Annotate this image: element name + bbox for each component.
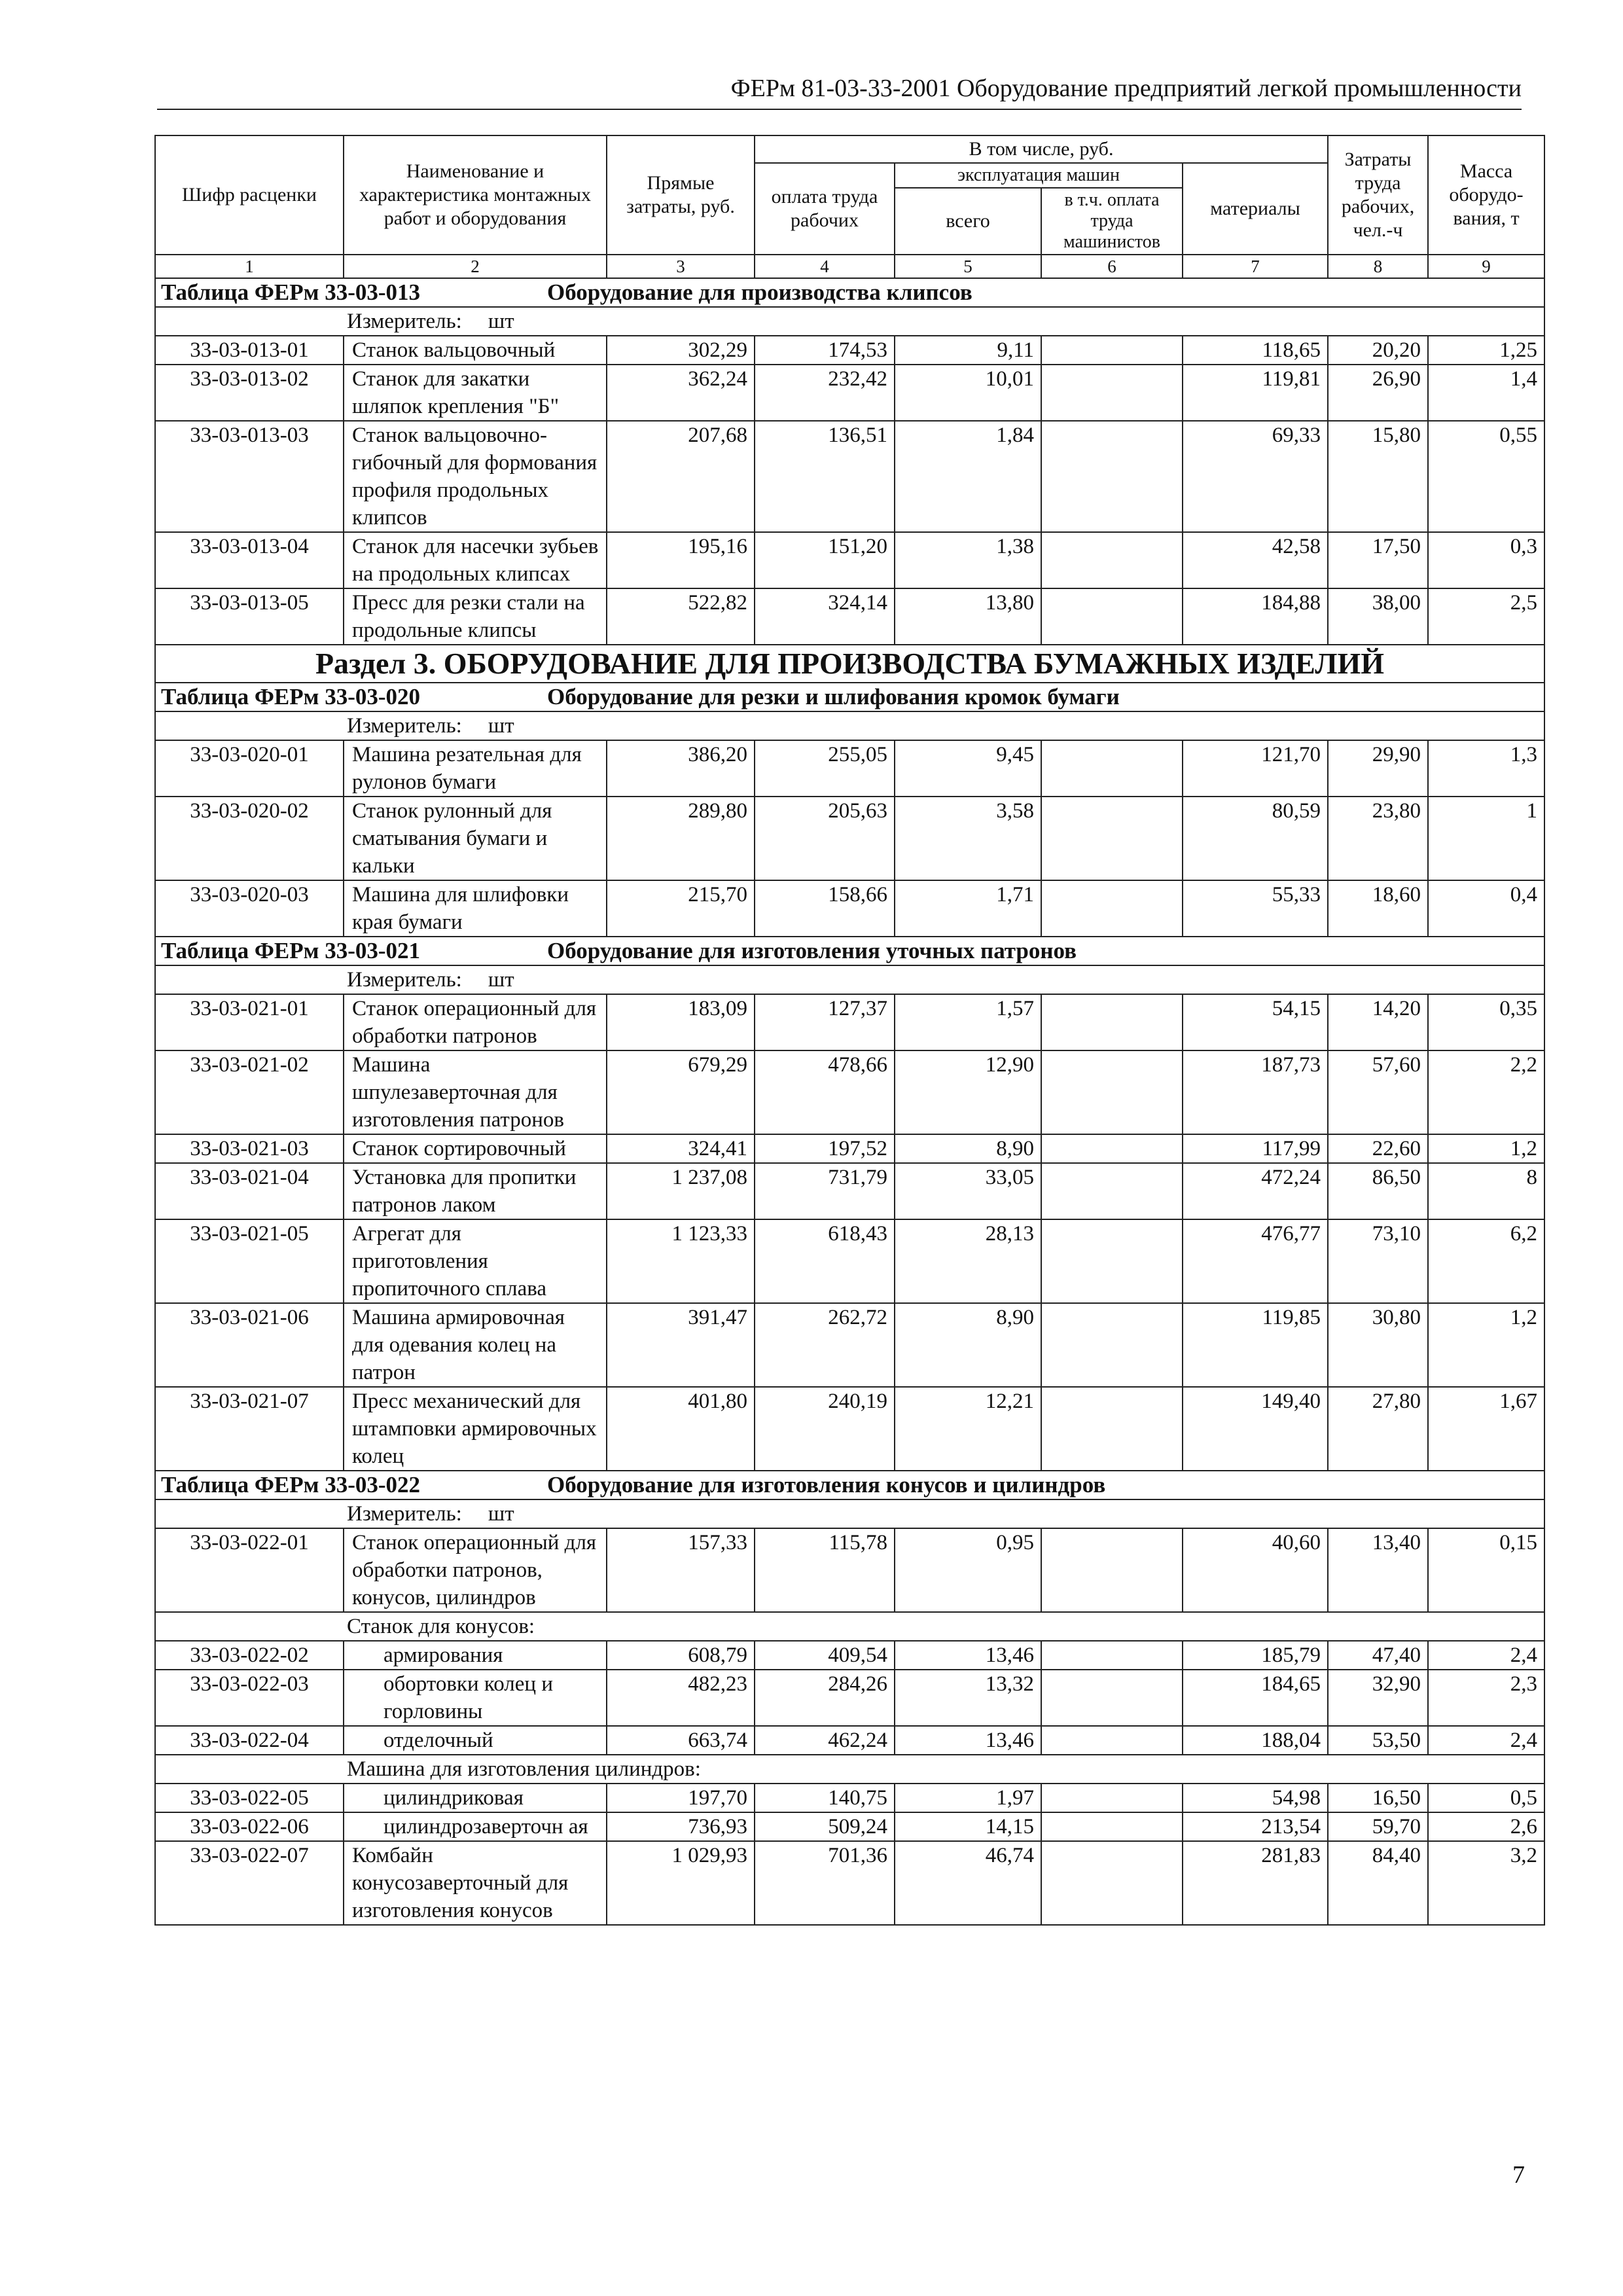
equipment-name: Машина шпулезаверточная для изготовления патронов xyxy=(344,1050,607,1134)
machinist-wages xyxy=(1041,1641,1183,1670)
materials: 54,15 xyxy=(1183,994,1328,1050)
group-label: Станок для конусов: xyxy=(155,1612,1544,1641)
table-row xyxy=(155,797,1544,880)
direct-costs: 302,29 xyxy=(607,336,755,365)
table-row xyxy=(155,1726,1544,1755)
table-row xyxy=(155,532,1544,588)
direct-costs: 679,29 xyxy=(607,1050,755,1134)
machine-costs: 13,80 xyxy=(895,588,1041,645)
table-heading: Оборудование для изготовления уточных патронов xyxy=(547,938,1077,963)
machine-costs: 1,71 xyxy=(895,880,1041,937)
table-row xyxy=(155,1670,1544,1726)
machinist-wages xyxy=(1041,1784,1183,1812)
machinist-wages xyxy=(1041,1841,1183,1925)
direct-costs: 215,70 xyxy=(607,880,755,937)
materials: 119,81 xyxy=(1183,365,1328,421)
worker-wages: 151,20 xyxy=(755,532,895,588)
rate-code: 33-03-013-01 xyxy=(155,336,344,365)
worker-wages: 205,63 xyxy=(755,797,895,880)
equipment-mass: 1,67 xyxy=(1428,1387,1544,1471)
col-header-machinist-wages: в т.ч. оплата труда машинистов xyxy=(1041,188,1183,255)
table-row xyxy=(155,1219,1544,1303)
machinist-wages xyxy=(1041,1812,1183,1841)
col-number: 7 xyxy=(1183,255,1328,278)
col-number: 5 xyxy=(895,255,1041,278)
rate-code: 33-03-020-01 xyxy=(155,740,344,797)
materials: 188,04 xyxy=(1183,1726,1328,1755)
table-body xyxy=(155,278,1544,1925)
col-header-direct: Прямые затраты, руб. xyxy=(607,135,755,255)
rate-code: 33-03-021-05 xyxy=(155,1219,344,1303)
direct-costs: 482,23 xyxy=(607,1670,755,1726)
table-row xyxy=(155,880,1544,937)
rate-code: 33-03-020-02 xyxy=(155,797,344,880)
materials: 472,24 xyxy=(1183,1163,1328,1219)
worker-wages: 140,75 xyxy=(755,1784,895,1812)
table-title-row xyxy=(155,937,1544,965)
machinist-wages xyxy=(1041,1134,1183,1163)
machinist-wages xyxy=(1041,1387,1183,1471)
equipment-name: цилиндриковая xyxy=(344,1784,607,1812)
equipment-mass: 2,6 xyxy=(1428,1812,1544,1841)
machinist-wages xyxy=(1041,1726,1183,1755)
labor-hours: 38,00 xyxy=(1328,588,1428,645)
table-row xyxy=(155,588,1544,645)
measure-unit: шт xyxy=(488,714,514,738)
equipment-mass: 1,25 xyxy=(1428,336,1544,365)
rate-code: 33-03-022-02 xyxy=(155,1641,344,1670)
labor-hours: 13,40 xyxy=(1328,1528,1428,1612)
worker-wages: 462,24 xyxy=(755,1726,895,1755)
machinist-wages xyxy=(1041,1670,1183,1726)
direct-costs: 207,68 xyxy=(607,421,755,532)
labor-hours: 59,70 xyxy=(1328,1812,1428,1841)
machine-costs: 10,01 xyxy=(895,365,1041,421)
labor-hours: 84,40 xyxy=(1328,1841,1428,1925)
worker-wages: 284,26 xyxy=(755,1670,895,1726)
col-header-materials: материалы xyxy=(1183,163,1328,255)
direct-costs: 522,82 xyxy=(607,588,755,645)
machinist-wages xyxy=(1041,421,1183,532)
labor-hours: 14,20 xyxy=(1328,994,1428,1050)
rate-code: 33-03-013-04 xyxy=(155,532,344,588)
measure-row xyxy=(155,965,1544,994)
measure-cell xyxy=(155,307,1544,336)
materials: 40,60 xyxy=(1183,1528,1328,1612)
equipment-mass: 2,2 xyxy=(1428,1050,1544,1134)
direct-costs: 195,16 xyxy=(607,532,755,588)
rate-code: 33-03-021-07 xyxy=(155,1387,344,1471)
direct-costs: 391,47 xyxy=(607,1303,755,1387)
col-number: 1 xyxy=(155,255,344,278)
equipment-name: Станок для насечки зубьев на продольных клипсах xyxy=(344,532,607,588)
equipment-mass: 6,2 xyxy=(1428,1219,1544,1303)
labor-hours: 32,90 xyxy=(1328,1670,1428,1726)
table-row xyxy=(155,1387,1544,1471)
table-title xyxy=(155,937,1544,965)
machine-costs: 8,90 xyxy=(895,1134,1041,1163)
measure-unit: шт xyxy=(488,968,514,992)
section-title-row xyxy=(155,645,1544,683)
equipment-mass: 2,5 xyxy=(1428,588,1544,645)
machine-costs: 12,21 xyxy=(895,1387,1041,1471)
labor-hours: 27,80 xyxy=(1328,1387,1428,1471)
equipment-mass: 0,3 xyxy=(1428,532,1544,588)
col-header-wages: оплата труда рабочих xyxy=(755,163,895,255)
materials: 80,59 xyxy=(1183,797,1328,880)
group-label: Машина для изготовления цилиндров: xyxy=(155,1755,1544,1784)
labor-hours: 20,20 xyxy=(1328,336,1428,365)
measure-label: Измеритель: xyxy=(347,310,462,333)
table-row xyxy=(155,1303,1544,1387)
direct-costs: 289,80 xyxy=(607,797,755,880)
equipment-name: армирования xyxy=(344,1641,607,1670)
table-row xyxy=(155,365,1544,421)
col-header-mass: Масса оборудо-вания, т xyxy=(1428,135,1544,255)
table-label: Таблица ФЕРм 33-03-022 xyxy=(161,1472,421,1498)
materials: 117,99 xyxy=(1183,1134,1328,1163)
equipment-mass: 1,3 xyxy=(1428,740,1544,797)
rate-code: 33-03-022-03 xyxy=(155,1670,344,1726)
measure-cell xyxy=(155,965,1544,994)
table-row xyxy=(155,336,1544,365)
labor-hours: 22,60 xyxy=(1328,1134,1428,1163)
equipment-mass: 8 xyxy=(1428,1163,1544,1219)
table-row xyxy=(155,994,1544,1050)
direct-costs: 157,33 xyxy=(607,1528,755,1612)
equipment-name: Станок операционный для обработки патронов, конусов, цилиндров xyxy=(344,1528,607,1612)
machine-costs: 12,90 xyxy=(895,1050,1041,1134)
equipment-name: цилиндрозаверточн ая xyxy=(344,1812,607,1841)
table-row xyxy=(155,1812,1544,1841)
machine-costs: 33,05 xyxy=(895,1163,1041,1219)
group-row xyxy=(155,1755,1544,1784)
rate-code: 33-03-021-06 xyxy=(155,1303,344,1387)
materials: 281,83 xyxy=(1183,1841,1328,1925)
direct-costs: 663,74 xyxy=(607,1726,755,1755)
table-title xyxy=(155,1471,1544,1499)
materials: 184,65 xyxy=(1183,1670,1328,1726)
measure-unit: шт xyxy=(488,310,514,333)
col-number: 3 xyxy=(607,255,755,278)
measure-label: Измеритель: xyxy=(347,714,462,738)
equipment-name: Агрегат для приготовления пропиточного сплава xyxy=(344,1219,607,1303)
worker-wages: 509,24 xyxy=(755,1812,895,1841)
rate-code: 33-03-022-04 xyxy=(155,1726,344,1755)
machinist-wages xyxy=(1041,1050,1183,1134)
direct-costs: 362,24 xyxy=(607,365,755,421)
equipment-mass: 1,2 xyxy=(1428,1303,1544,1387)
table-title-row xyxy=(155,683,1544,711)
rate-code: 33-03-013-05 xyxy=(155,588,344,645)
table-row xyxy=(155,1163,1544,1219)
measure-label: Измеритель: xyxy=(347,968,462,992)
machinist-wages xyxy=(1041,797,1183,880)
table-title-row xyxy=(155,278,1544,307)
machinist-wages xyxy=(1041,1219,1183,1303)
table-heading: Оборудование для резки и шлифования кромок бумаги xyxy=(547,684,1120,709)
col-number: 6 xyxy=(1041,255,1183,278)
table-heading: Оборудование для изготовления конусов и цилиндров xyxy=(547,1472,1106,1498)
measure-cell xyxy=(155,711,1544,740)
measure-label: Измеритель: xyxy=(347,1502,462,1526)
labor-hours: 53,50 xyxy=(1328,1726,1428,1755)
direct-costs: 1 029,93 xyxy=(607,1841,755,1925)
table-head xyxy=(155,135,1544,278)
direct-costs: 1 123,33 xyxy=(607,1219,755,1303)
rate-code: 33-03-021-03 xyxy=(155,1134,344,1163)
machinist-wages xyxy=(1041,1163,1183,1219)
rate-code: 33-03-021-02 xyxy=(155,1050,344,1134)
direct-costs: 183,09 xyxy=(607,994,755,1050)
rate-code: 33-03-020-03 xyxy=(155,880,344,937)
rate-code: 33-03-021-04 xyxy=(155,1163,344,1219)
rate-code: 33-03-022-06 xyxy=(155,1812,344,1841)
table-row xyxy=(155,1528,1544,1612)
equipment-name: Машина для шлифовки края бумаги xyxy=(344,880,607,937)
equipment-name: Станок сортировочный xyxy=(344,1134,607,1163)
equipment-mass: 1 xyxy=(1428,797,1544,880)
machine-costs: 28,13 xyxy=(895,1219,1041,1303)
equipment-name: Пресс для резки стали на продольные клипсы xyxy=(344,588,607,645)
materials: 213,54 xyxy=(1183,1812,1328,1841)
rate-code: 33-03-022-01 xyxy=(155,1528,344,1612)
column-numbers-row xyxy=(155,255,1544,278)
col-header-code: Шифр расценки xyxy=(155,135,344,255)
equipment-mass: 0,15 xyxy=(1428,1528,1544,1612)
materials: 54,98 xyxy=(1183,1784,1328,1812)
labor-hours: 73,10 xyxy=(1328,1219,1428,1303)
equipment-name: Станок для закатки шляпок крепления "Б" xyxy=(344,365,607,421)
machinist-wages xyxy=(1041,880,1183,937)
machinist-wages xyxy=(1041,532,1183,588)
direct-costs: 401,80 xyxy=(607,1387,755,1471)
worker-wages: 158,66 xyxy=(755,880,895,937)
machine-costs: 13,32 xyxy=(895,1670,1041,1726)
materials: 69,33 xyxy=(1183,421,1328,532)
table-title xyxy=(155,683,1544,711)
table-row xyxy=(155,1784,1544,1812)
equipment-name: Установка для пропитки патронов лаком xyxy=(344,1163,607,1219)
group-row xyxy=(155,1612,1544,1641)
equipment-name: обортовки колец и горловины xyxy=(344,1670,607,1726)
measure-unit: шт xyxy=(488,1502,514,1526)
materials: 42,58 xyxy=(1183,532,1328,588)
col-header-labor: Затраты труда рабочих, чел.-ч xyxy=(1328,135,1428,255)
equipment-name: Станок вальцовочный xyxy=(344,336,607,365)
equipment-name: Станок вальцовочно-гибочный для формования профиля продольных клипсов xyxy=(344,421,607,532)
equipment-mass: 2,4 xyxy=(1428,1726,1544,1755)
equipment-mass: 1,2 xyxy=(1428,1134,1544,1163)
materials: 187,73 xyxy=(1183,1050,1328,1134)
equipment-mass: 2,4 xyxy=(1428,1641,1544,1670)
measure-row xyxy=(155,711,1544,740)
equipment-mass: 0,5 xyxy=(1428,1784,1544,1812)
machine-costs: 9,11 xyxy=(895,336,1041,365)
table-row xyxy=(155,1641,1544,1670)
materials: 55,33 xyxy=(1183,880,1328,937)
equipment-name: Пресс механический для штамповки армировочных колец xyxy=(344,1387,607,1471)
measure-cell xyxy=(155,1499,1544,1528)
page-number: 7 xyxy=(1512,2161,1525,2189)
equipment-mass: 0,35 xyxy=(1428,994,1544,1050)
rate-code: 33-03-013-03 xyxy=(155,421,344,532)
machine-costs: 1,84 xyxy=(895,421,1041,532)
table-title-row xyxy=(155,1471,1544,1499)
labor-hours: 26,90 xyxy=(1328,365,1428,421)
equipment-mass: 0,4 xyxy=(1428,880,1544,937)
col-number: 9 xyxy=(1428,255,1544,278)
worker-wages: 115,78 xyxy=(755,1528,895,1612)
labor-hours: 15,80 xyxy=(1328,421,1428,532)
machinist-wages xyxy=(1041,994,1183,1050)
worker-wages: 324,14 xyxy=(755,588,895,645)
materials: 119,85 xyxy=(1183,1303,1328,1387)
table-label: Таблица ФЕРм 33-03-020 xyxy=(161,684,421,709)
labor-hours: 23,80 xyxy=(1328,797,1428,880)
table-row xyxy=(155,421,1544,532)
equipment-name: Машина резательная для рулонов бумаги xyxy=(344,740,607,797)
equipment-name: Станок рулонный для сматывания бумаги и кальки xyxy=(344,797,607,880)
direct-costs: 386,20 xyxy=(607,740,755,797)
worker-wages: 127,37 xyxy=(755,994,895,1050)
direct-costs: 197,70 xyxy=(607,1784,755,1812)
table-title xyxy=(155,278,1544,307)
equipment-mass: 3,2 xyxy=(1428,1841,1544,1925)
machinist-wages xyxy=(1041,1303,1183,1387)
labor-hours: 57,60 xyxy=(1328,1050,1428,1134)
machinist-wages xyxy=(1041,336,1183,365)
worker-wages: 136,51 xyxy=(755,421,895,532)
materials: 118,65 xyxy=(1183,336,1328,365)
labor-hours: 30,80 xyxy=(1328,1303,1428,1387)
materials: 185,79 xyxy=(1183,1641,1328,1670)
direct-costs: 1 237,08 xyxy=(607,1163,755,1219)
materials: 476,77 xyxy=(1183,1219,1328,1303)
col-header-name: Наименование и характеристика монтажных работ и оборудования xyxy=(344,135,607,255)
machinist-wages xyxy=(1041,588,1183,645)
labor-hours: 86,50 xyxy=(1328,1163,1428,1219)
worker-wages: 731,79 xyxy=(755,1163,895,1219)
machine-costs: 3,58 xyxy=(895,797,1041,880)
equipment-name: Станок операционный для обработки патронов xyxy=(344,994,607,1050)
machine-costs: 14,15 xyxy=(895,1812,1041,1841)
direct-costs: 608,79 xyxy=(607,1641,755,1670)
worker-wages: 197,52 xyxy=(755,1134,895,1163)
materials: 149,40 xyxy=(1183,1387,1328,1471)
labor-hours: 17,50 xyxy=(1328,532,1428,588)
equipment-mass: 0,55 xyxy=(1428,421,1544,532)
materials: 121,70 xyxy=(1183,740,1328,797)
labor-hours: 29,90 xyxy=(1328,740,1428,797)
machine-costs: 1,38 xyxy=(895,532,1041,588)
measure-row xyxy=(155,307,1544,336)
section-title: Раздел 3. ОБОРУДОВАНИЕ ДЛЯ ПРОИЗВОДСТВА БУМАЖНЫХ ИЗДЕЛИЙ xyxy=(155,645,1544,683)
rate-code: 33-03-022-05 xyxy=(155,1784,344,1812)
machine-costs: 1,57 xyxy=(895,994,1041,1050)
worker-wages: 478,66 xyxy=(755,1050,895,1134)
rate-code: 33-03-022-07 xyxy=(155,1841,344,1925)
table-label: Таблица ФЕРм 33-03-013 xyxy=(161,279,421,305)
machine-costs: 0,95 xyxy=(895,1528,1041,1612)
worker-wages: 240,19 xyxy=(755,1387,895,1471)
worker-wages: 255,05 xyxy=(755,740,895,797)
direct-costs: 736,93 xyxy=(607,1812,755,1841)
rate-code: 33-03-021-01 xyxy=(155,994,344,1050)
running-header: ФЕРм 81-03-33-2001 Оборудование предприятий легкой промышленности xyxy=(157,73,1522,110)
table-label: Таблица ФЕРм 33-03-021 xyxy=(161,938,421,963)
worker-wages: 618,43 xyxy=(755,1219,895,1303)
table-row xyxy=(155,1134,1544,1163)
rate-code: 33-03-013-02 xyxy=(155,365,344,421)
worker-wages: 174,53 xyxy=(755,336,895,365)
col-number: 4 xyxy=(755,255,895,278)
machine-costs: 46,74 xyxy=(895,1841,1041,1925)
machine-costs: 13,46 xyxy=(895,1641,1041,1670)
worker-wages: 232,42 xyxy=(755,365,895,421)
table-row xyxy=(155,1050,1544,1134)
worker-wages: 701,36 xyxy=(755,1841,895,1925)
col-header-machine-op: эксплуатация машин xyxy=(895,163,1183,188)
col-header-machine-total: всего xyxy=(895,188,1041,255)
worker-wages: 262,72 xyxy=(755,1303,895,1387)
machinist-wages xyxy=(1041,740,1183,797)
labor-hours: 18,60 xyxy=(1328,880,1428,937)
measure-row xyxy=(155,1499,1544,1528)
machinist-wages xyxy=(1041,365,1183,421)
machinist-wages xyxy=(1041,1528,1183,1612)
direct-costs: 324,41 xyxy=(607,1134,755,1163)
equipment-mass: 2,3 xyxy=(1428,1670,1544,1726)
table-heading: Оборудование для производства клипсов xyxy=(547,279,972,305)
machine-costs: 8,90 xyxy=(895,1303,1041,1387)
materials: 184,88 xyxy=(1183,588,1328,645)
table-row xyxy=(155,1841,1544,1925)
worker-wages: 409,54 xyxy=(755,1641,895,1670)
equipment-name: Комбайн конусозаверточный для изготовления конусов xyxy=(344,1841,607,1925)
col-header-incl: В том числе, руб. xyxy=(755,135,1328,163)
col-number: 2 xyxy=(344,255,607,278)
equipment-name: Машина армировочная для одевания колец на патрон xyxy=(344,1303,607,1387)
equipment-name: отделочный xyxy=(344,1726,607,1755)
labor-hours: 47,40 xyxy=(1328,1641,1428,1670)
rates-table xyxy=(154,135,1545,1926)
machine-costs: 13,46 xyxy=(895,1726,1041,1755)
machine-costs: 9,45 xyxy=(895,740,1041,797)
equipment-mass: 1,4 xyxy=(1428,365,1544,421)
table-row xyxy=(155,740,1544,797)
col-number: 8 xyxy=(1328,255,1428,278)
machine-costs: 1,97 xyxy=(895,1784,1041,1812)
labor-hours: 16,50 xyxy=(1328,1784,1428,1812)
